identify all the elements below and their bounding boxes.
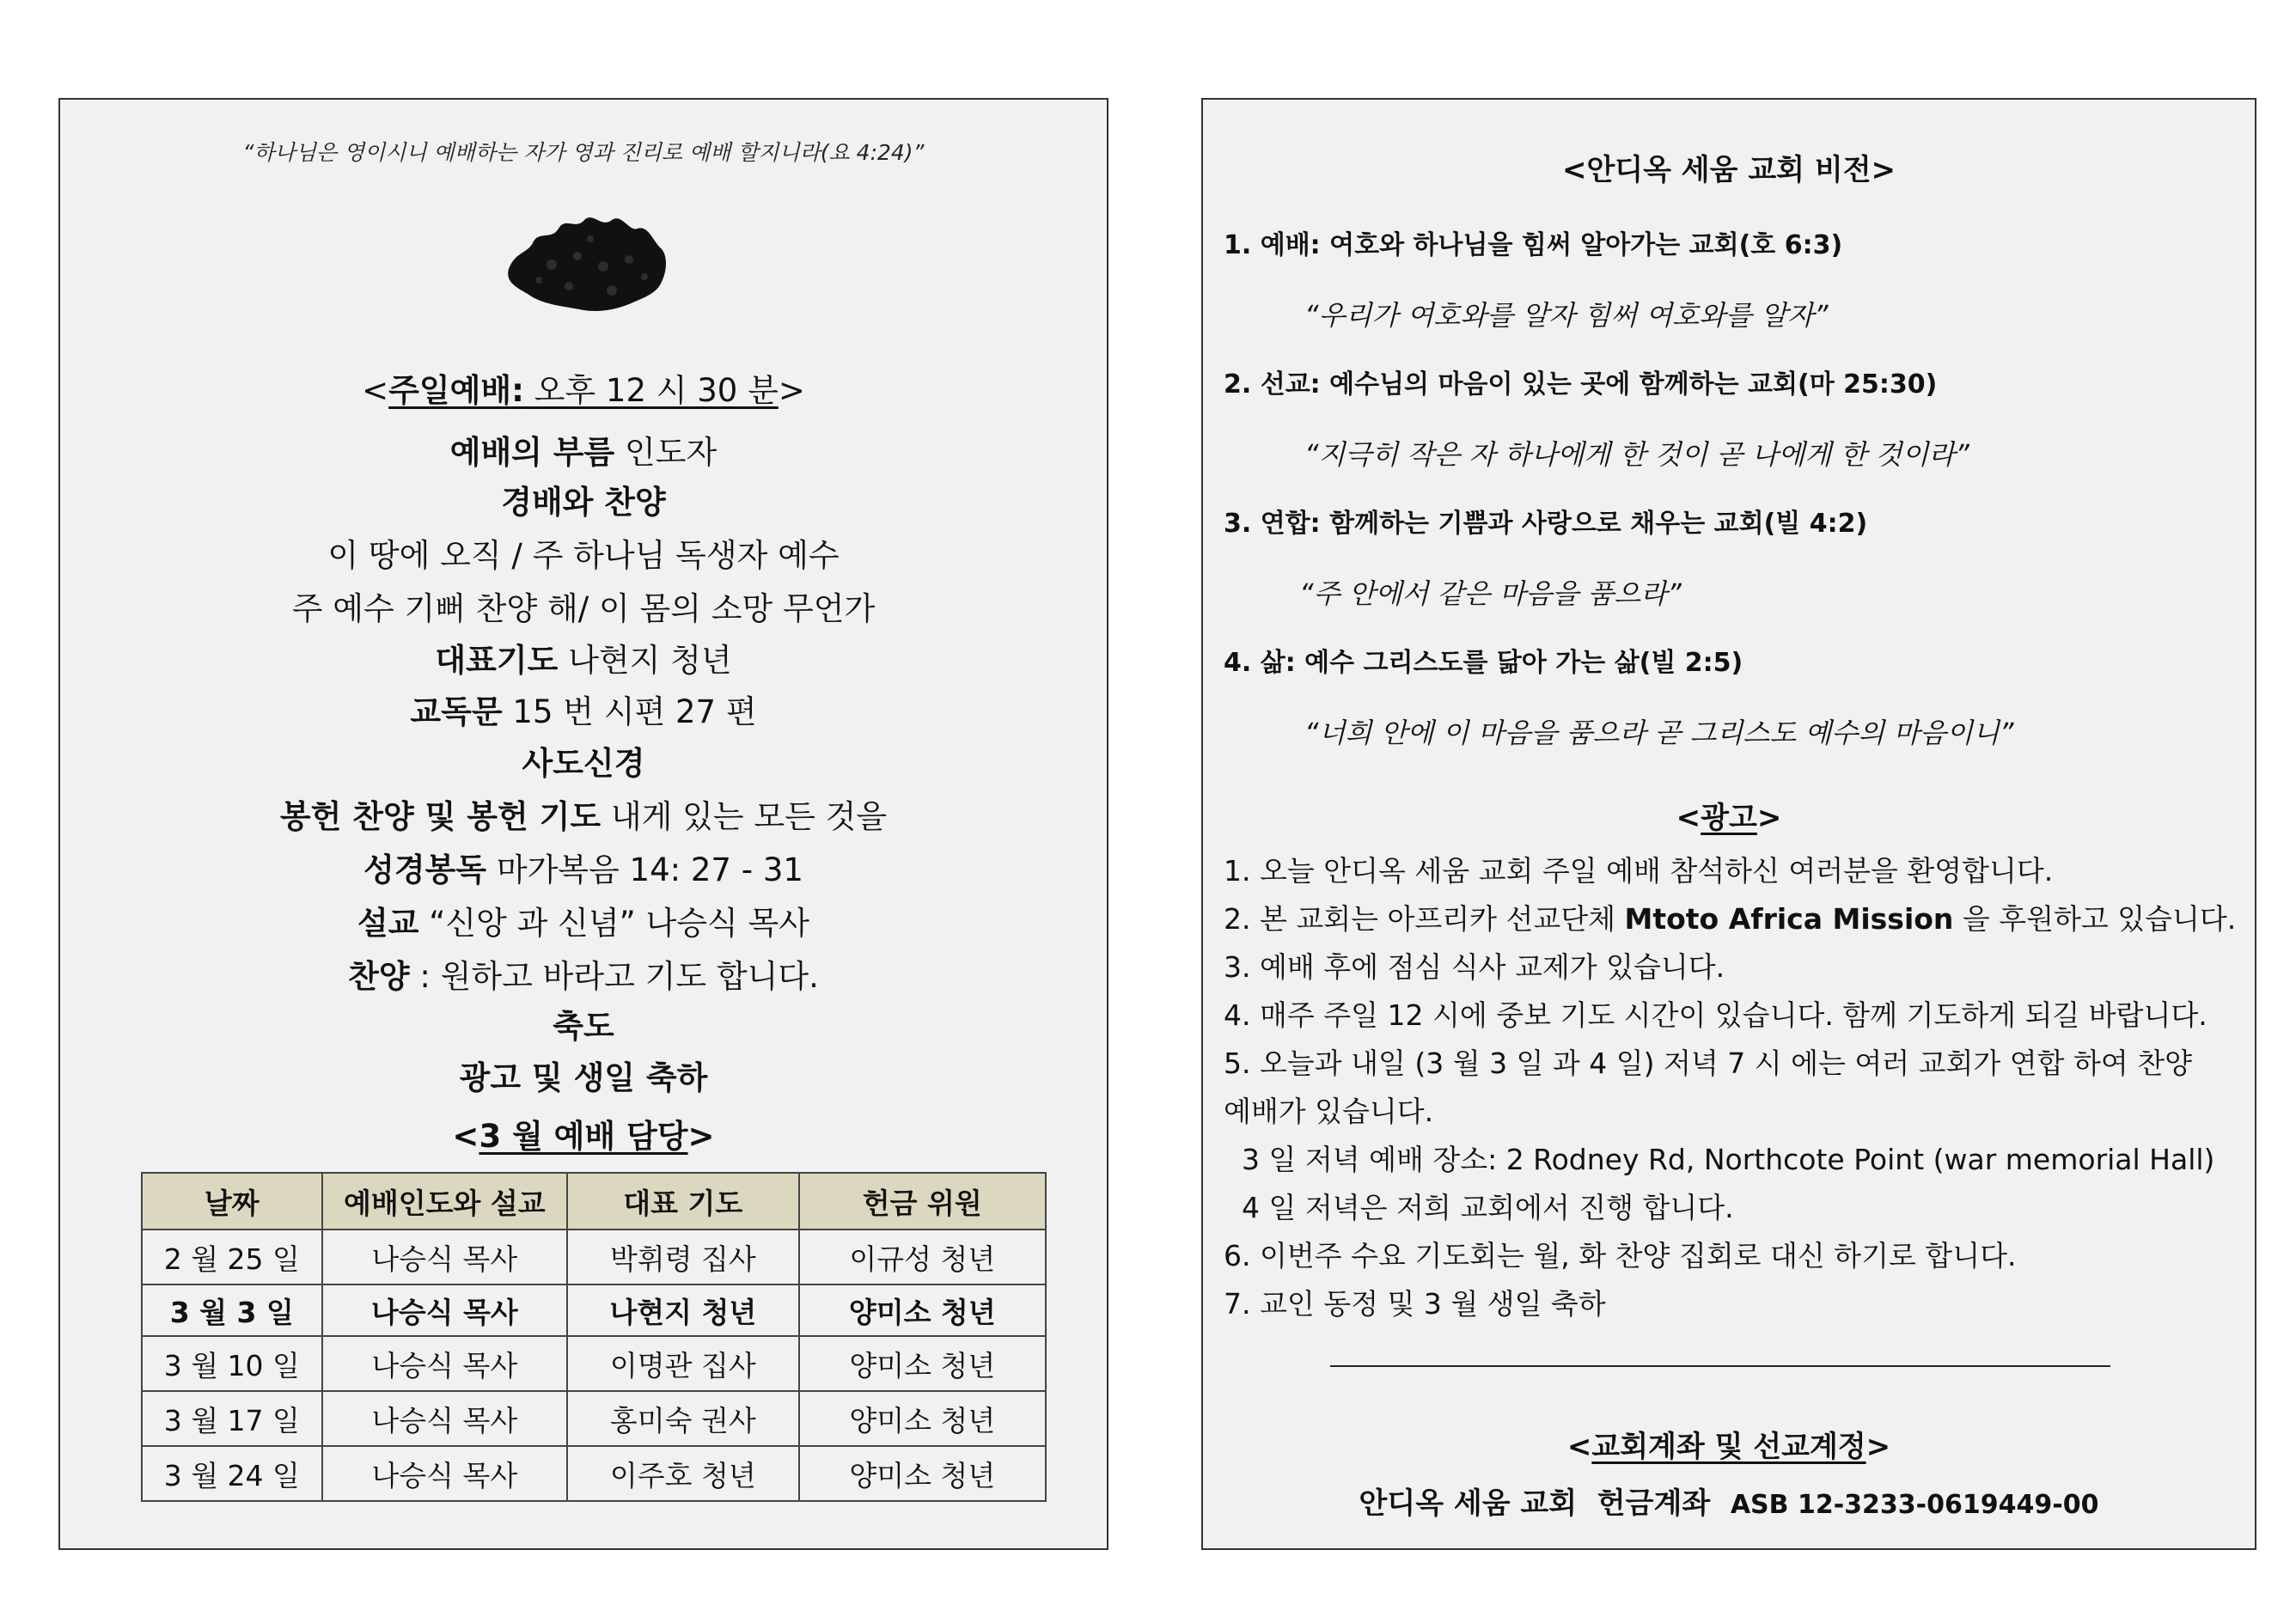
column-header: 헌금 위원 [799, 1173, 1046, 1230]
church-logo [500, 204, 672, 316]
order-item: 찬양 : 원하고 바라고 기도 합니다. [348, 958, 819, 995]
table-cell: 양미소 청년 [799, 1284, 1046, 1336]
vision-heading: 4. 삶: 예수 그리스도를 닮아 가는 삶(빌 2:5) [1224, 648, 1743, 678]
announcement-item: 4. 매주 주일 12 시에 중보 기도 시간이 있습니다. 함께 기도하게 되길 바랍니다. [1224, 998, 2207, 1032]
table-cell: 나승식 목사 [322, 1391, 567, 1446]
order-item: 성경봉독 마가복음 14: 27 - 31 [363, 851, 803, 888]
announcement-item: 3 일 저녁 예배 장소: 2 Rodney Rd, Northcote Point (war memorial Hall) [1224, 1143, 2215, 1176]
scripture-verse: “하나님은 영이시니 예배하는 자가 영과 진리로 예배 할지니라(요 4:24)” [242, 140, 925, 165]
table-cell: 나현지 청년 [567, 1284, 798, 1336]
service-time-heading: <주일예배: 오후 12 시 30 분> [362, 372, 805, 409]
vision-quote: “주 안에서 같은 마음을 품으라” [1299, 577, 1682, 610]
table-cell: 나승식 목사 [322, 1230, 567, 1284]
table-cell: 나승식 목사 [322, 1284, 567, 1336]
vision-quote: “지극히 작은 자 하나에게 한 것이 곧 나에게 한 것이라” [1304, 438, 1969, 471]
divider [1330, 1365, 2110, 1367]
account-title: <교회계좌 및 선교계정> [1566, 1430, 1891, 1464]
order-item: 사도신경 [522, 745, 645, 782]
schedule-heading: <3 월 예배 담당> [452, 1118, 715, 1155]
worship-schedule-table [141, 1172, 1047, 1502]
table-cell: 3 월 3 일 [142, 1284, 322, 1336]
announcement-item: 2. 본 교회는 아프리카 선교단체 Mtoto Africa Mission 을 후원하고 있습니다. [1224, 902, 2237, 936]
vision-quote: “우리가 여호와를 알자 힘써 여호와를 알자” [1304, 299, 1829, 332]
vision-quote: “너희 안에 이 마음을 품으라 곧 그리스도 예수의 마음이니” [1304, 717, 2014, 749]
announcement-item: 5. 오늘과 내일 (3 월 3 일 과 4 일) 저녁 7 시 에는 여러 교회가 연합 하여 찬양 [1224, 1046, 2192, 1080]
order-item: 설교 “신앙 과 신념” 나승식 목사 [357, 905, 810, 942]
column-header: 대표 기도 [567, 1173, 798, 1230]
order-item: 예배의 부름 인도자 [449, 434, 718, 471]
table-cell: 박휘령 집사 [567, 1230, 798, 1284]
order-item: 교독문 15 번 시편 27 편 [410, 693, 757, 730]
table-cell: 나승식 목사 [322, 1336, 567, 1391]
table-cell: 홍미숙 권사 [567, 1391, 798, 1446]
table-row [142, 1336, 1046, 1391]
announcement-item: 6. 이번주 수요 기도회는 월, 화 찬양 집회로 대신 하기로 합니다. [1224, 1239, 2017, 1272]
table-cell: 3 월 17 일 [142, 1391, 322, 1446]
order-item: 경배와 찬양 [501, 484, 666, 521]
account-info: 안디옥 세움 교회 헌금계좌 ASB 12-3233-0619449-00 [1359, 1486, 2099, 1521]
announcement-item: 4 일 저녁은 저희 교회에서 진행 합니다. [1224, 1191, 1734, 1224]
table-cell: 2 월 25 일 [142, 1230, 322, 1284]
order-item: 축도 [553, 1008, 614, 1045]
order-item: 광고 및 생일 축하 [459, 1059, 708, 1096]
announcement-item: 3. 예배 후에 점심 식사 교제가 있습니다. [1224, 950, 1725, 984]
vision-heading: 1. 예배: 여호와 하나님을 힘써 알아가는 교회(호 6:3) [1224, 230, 1843, 260]
column-header: 날짜 [142, 1173, 322, 1230]
table-cell: 나승식 목사 [322, 1446, 567, 1501]
table-cell: 양미소 청년 [799, 1391, 1046, 1446]
vision-heading: 2. 선교: 예수님의 마음이 있는 곳에 함께하는 교회(마 25:30) [1224, 369, 1938, 400]
table-cell: 이주호 청년 [567, 1446, 798, 1501]
announcement-item: 예배가 있습니다. [1224, 1095, 1434, 1128]
table-cell: 양미소 청년 [799, 1446, 1046, 1501]
table-row [142, 1230, 1046, 1284]
table-cell: 이명관 집사 [567, 1336, 798, 1391]
vision-and-announcements-panel [1201, 98, 2256, 1550]
order-item: 대표기도 나현지 청년 [435, 642, 732, 679]
table-row-current-week [142, 1284, 1046, 1336]
announcement-item: 7. 교인 동정 및 3 월 생일 축하 [1224, 1287, 1606, 1321]
order-of-worship-panel [58, 98, 1108, 1550]
table-header-row [142, 1173, 1046, 1230]
worship-songs: 주 예수 기뻐 찬양 해/ 이 몸의 소망 무언가 [291, 590, 876, 627]
order-item: 봉헌 찬양 및 봉헌 기도 내게 있는 모든 것을 [279, 798, 888, 835]
vision-heading: 3. 연합: 함께하는 기쁨과 사랑으로 채우는 교회(빌 4:2) [1224, 509, 1868, 539]
worship-songs: 이 땅에 오직 / 주 하나님 독생자 예수 [327, 537, 840, 574]
announcement-item: 1. 오늘 안디옥 세움 교회 주일 예배 참석하신 여러분을 환영합니다. [1224, 854, 2054, 888]
vision-title: <안디옥 세움 교회 비전> [1561, 153, 1896, 187]
table-row [142, 1391, 1046, 1446]
table-cell: 양미소 청년 [799, 1336, 1046, 1391]
column-header: 예배인도와 설교 [322, 1173, 567, 1230]
table-cell: 이규성 청년 [799, 1230, 1046, 1284]
table-row [142, 1446, 1046, 1501]
table-cell: 3 월 24 일 [142, 1446, 322, 1501]
announcements-title: <광고> [1676, 801, 1782, 835]
table-cell: 3 월 10 일 [142, 1336, 322, 1391]
